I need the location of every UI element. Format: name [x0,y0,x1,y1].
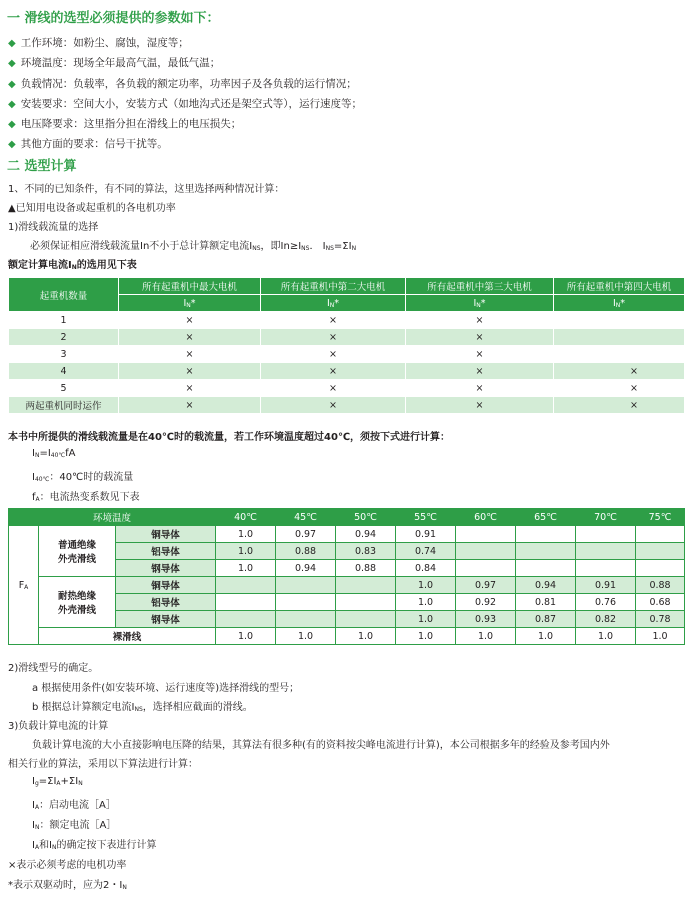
text-line: 本书中所提供的滑线载流量是在40℃时的载流量，若工作环境温度超过40℃，须按下式进行计算： [8,432,451,443]
section1-item: ◆ 工作环境：如粉尘、腐蚀，湿度等； [8,37,189,49]
text-line: ×表示必须考虑的电机功率 [8,860,127,871]
formula-line: $I_{40℃}$：40℃时的载流量 [32,472,134,483]
text-line: 1)滑线载流量的选择 [8,222,99,233]
table-row: 钢导体 1.0 0.94 0.88 0.84 [9,560,685,577]
group-label: 普通绝缘 外壳滑线 [39,526,116,577]
section1-item: ◆ 环境温度：现场全年最高气温，最低气温； [8,57,221,69]
fa-label: $F_A$ [9,526,39,645]
formula-line: $I_N=I_{40℃}fA$ [32,448,76,459]
text-line: *表示双驱动时，应为2・$I_N$ [8,880,127,891]
text-line: ▲已知用电设备或起重机的各电机功率 [8,203,176,214]
table2-header: 45℃ [276,509,336,526]
table2-header: 50℃ [336,509,396,526]
thermal-coefficient-table [8,508,685,645]
table-row: 铝导体 1.0 0.88 0.83 0.74 [9,543,685,560]
text-line: 1、不同的已知条件，有不同的算法，这里选择两种情况计算： [8,184,285,195]
text-line: a 根据使用条件(如安装环境、运行速度等)选择滑线的型号； [32,683,300,694]
table2-header: 环境温度 [9,509,216,526]
table-row: 3 × × × [9,346,685,363]
table2-header: 70℃ [576,509,636,526]
formula-line: $I_g=\Sigma I_A+\Sigma I_N$ [32,776,83,787]
diamond-bullet-icon: ◆ [8,99,16,110]
section1-item: ◆ 其他方面的要求：信号干扰等。 [8,138,168,150]
table-row: 裸滑线 1.0 1.0 1.0 1.0 1.0 1.0 1.0 1.0 [9,628,685,645]
table1-header: 所有起重机中最大电机 [119,278,261,295]
table2-header: 40℃ [216,509,276,526]
table-row: 2 × × × [9,329,685,346]
table1-subheader: $I_N*$ [554,295,685,312]
table2-header: 65℃ [516,509,576,526]
table1-header: 起重机数量 [9,278,119,312]
formula-line: $I_A$：启动电流［A］ [32,800,116,811]
table1-subheader: $I_N*$ [119,295,261,312]
diamond-bullet-icon: ◆ [8,58,16,69]
table2-header: 60℃ [456,509,516,526]
text-line: 2)滑线型号的确定。 [8,663,99,674]
text-line: 负载计算电流的大小直接影响电压降的结果，其算法有很多种(有的资料按尖峰电流进行计算)，本公司根据多年的经验及参考国内外 [32,740,610,751]
text-line: b 根据总计算额定电流$I_{NS}$，选择相应截面的滑线。 [32,702,253,713]
diamond-bullet-icon: ◆ [8,38,16,49]
table2-header: 55℃ [396,509,456,526]
section2-title: 二 选型计算 [7,159,77,174]
text-line: 必须保证相应滑线载流量In不小于总计算额定电流$I_{NS}$，即$In\ge I_{NS}$． $I_{NS}=\Sigma I_N$ [30,241,357,252]
table-row: $F_A$ 普通绝缘 外壳滑线 铜导体 1.0 0.97 0.94 0.91 [9,526,685,543]
rated-current-table [8,277,685,414]
table1-header: 所有起重机中第四大电机 [554,278,685,295]
table1-header: 所有起重机中第二大电机 [261,278,406,295]
text-line: 相关行业的算法，采用以下算法进行计算： [8,759,198,770]
diamond-bullet-icon: ◆ [8,79,16,90]
section1-item: ◆ 负载情况：负载率，各负载的额定功率，功率因子及各负载的运行情况； [8,78,357,90]
table-row: 耐热绝缘 外壳滑线 铜导体 1.0 0.97 0.94 0.91 0.88 [9,577,685,594]
diamond-bullet-icon: ◆ [8,139,16,150]
formula-line: $f_A$：电流热变系数见下表 [32,492,140,503]
formula-line: $I_A$和$I_N$的确定按下表进行计算 [32,840,157,851]
table1-header: 所有起重机中第三大电机 [406,278,554,295]
section1-item: ◆ 电压降要求：这里指分担在滑线上的电压损失； [8,118,242,130]
text-line: 额定计算电流$I_N$的选用见下表 [8,260,137,271]
formula-line: $I_N$：额定电流［A］ [32,820,117,831]
table-row: 5 × × × × [9,380,685,397]
table1-subheader: $I_N*$ [406,295,554,312]
text-line: 3)负载计算电流的计算 [8,721,109,732]
table1-subheader: $I_N*$ [261,295,406,312]
table-row: 铝导体 1.0 0.92 0.81 0.76 0.68 [9,594,685,611]
group-label: 耐热绝缘 外壳滑线 [39,577,116,628]
table2-header: 75℃ [636,509,685,526]
table-row: 钢导体 1.0 0.93 0.87 0.82 0.78 [9,611,685,628]
table-row: 1 × × × [9,312,685,329]
section1-item: ◆ 安装要求：空间大小，安装方式（如地沟式还是架空式等），运行速度等； [8,98,362,110]
table-row: 4 × × × × [9,363,685,380]
table-row: 两起重机同时运作 × × × × [9,397,685,414]
diamond-bullet-icon: ◆ [8,119,16,130]
section1-title: 一 滑线的选型必须提供的参数如下： [7,11,220,26]
